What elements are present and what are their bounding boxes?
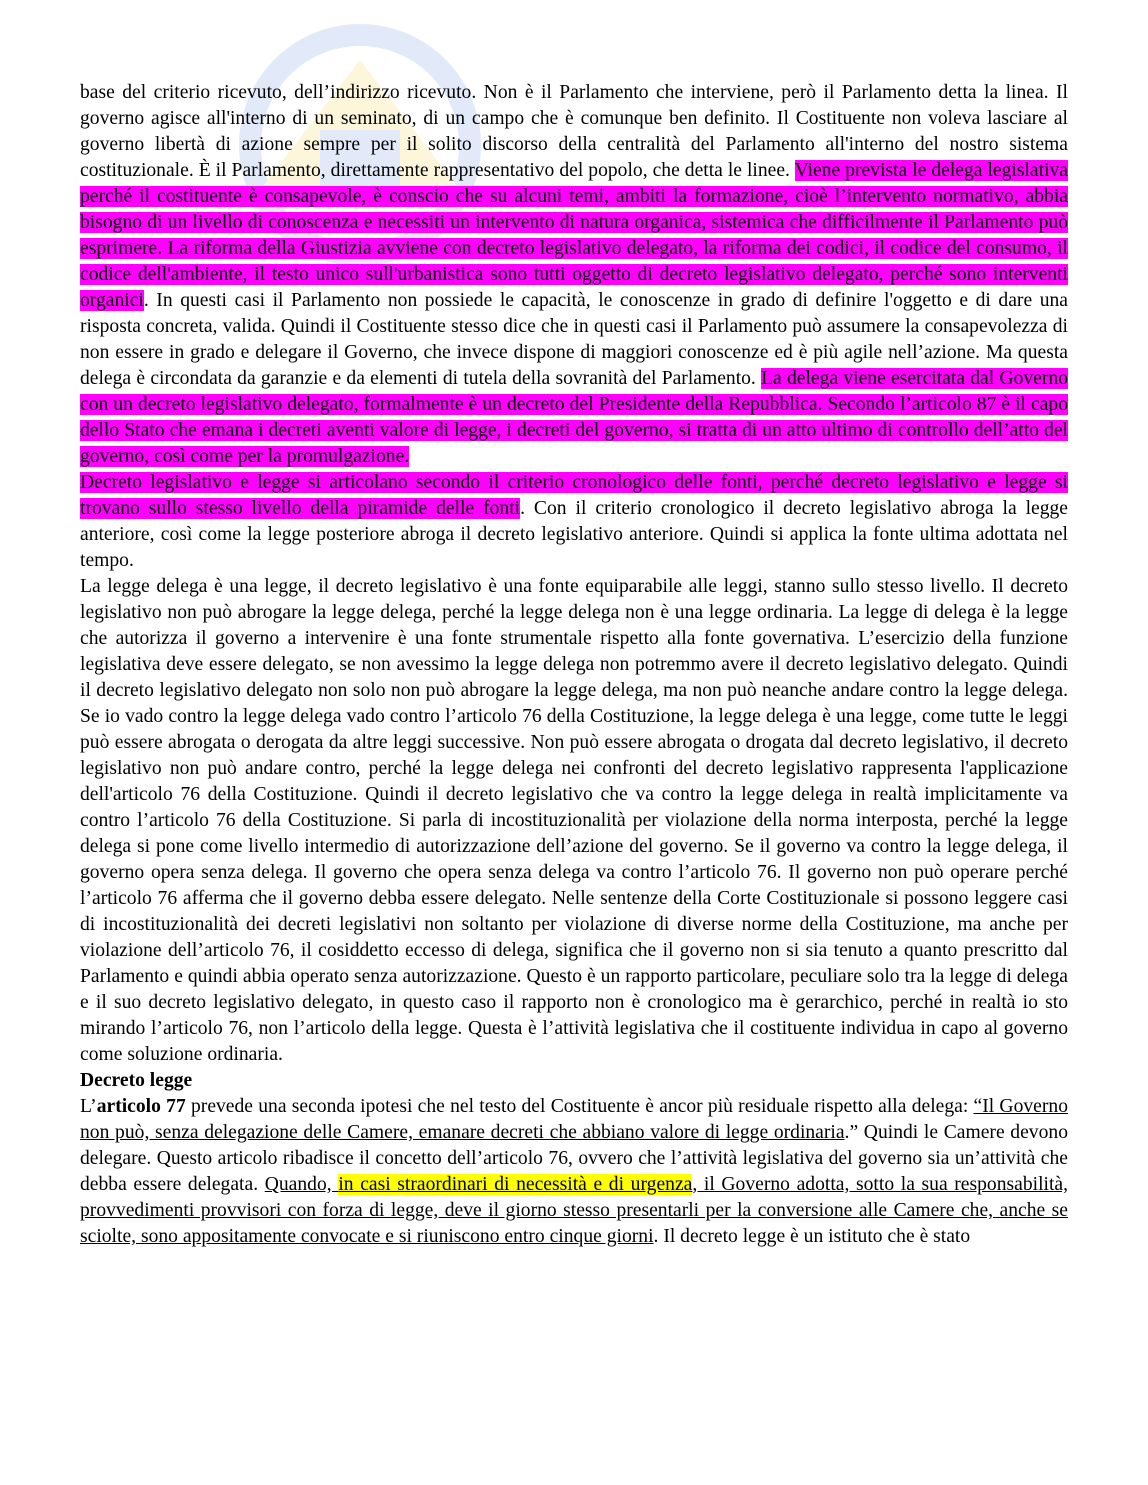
paragraph-4-text-c: .” Quindi le Camere devono delegare. Questo articolo ribadisce il concetto dell’articolo 76, ovvero che l’attività legislativa del governo sia un’attività che debba essere delegata.: [80, 1122, 1068, 1195]
highlight-yellow: in casi straordinari di necessità e di urgenza: [338, 1174, 693, 1195]
paragraph-4-text-a: L’: [80, 1096, 97, 1117]
highlight-magenta-3: Decreto legislativo e legge si articolano secondo il criterio cronologico delle fonti, perché decreto legislativo e legge si trovano sullo stesso livello della piramide delle fonti: [80, 472, 1068, 519]
paragraph-1: [80, 80, 1068, 470]
paragraph-3: La legge delega è una legge, il decreto legislativo è una fonte equiparabile alle leggi, stanno sullo stesso livello. Il decreto legislativo non può abrogare la legge delega, perché la legge delega non è una legge ordinaria. La legge di delega è la legge che autorizza il governo a intervenire è una fonte strumentale rispetto alla fonte governativa. L’esercizio della funzione legislativa deve essere delegato, se non avessimo la legge delega non potremmo avere il decreto legislativo delegato. Quindi il decreto legislativo delegato non solo non può abrogare la legge delega, ma non può neanche andare contro la legge delega. Se io vado contro la legge delega vado contro l’articolo 76 della Costituzione, la legge delega è una legge, come tutte le leggi può essere abrogata o derogata da altre leggi successive. Non può essere abrogata o drogata dal decreto legislativo, il decreto legislativo non può andare contro, perché la legge delega nei confronti del decreto legislativo rappresenta l'applicazione dell'articolo 76 della Costituzione. Quindi il decreto legislativo che va contro la legge delega in realtà implicitamente va contro l’articolo 76 della Costituzione. Si parla di incostituzionalità per violazione della norma interposta, perché la legge delega si pone come livello intermedio di autorizzazione dell’azione del governo. Se il governo va contro la legge delega, il governo opera senza delega. Il governo che opera senza delega va contro l’articolo 76. Il governo non può operare perché l’articolo 76 afferma che il governo debba essere delegato. Nelle sentenze della Corte Costituzionale si possono leggere casi di incostituzionalità dei decreti legislativi non soltanto per violazione di diverse norme della Costituzione, ma anche per violazione dell’articolo 76, il cosiddetto eccesso di delega, significa che il governo non si sia tenuto a quanto prescritto dal Parlamento e quindi abbia operato senza autorizzazione. Questo è un rapporto particolare, peculiare solo tra la legge di delega e il suo decreto legislativo delegato, in questo caso il rapporto non è cronologico ma è gerarchico, perché in realtà io sto mirando l’articolo 76, non l’articolo della legge. Questa è l’attività legislativa che il costituente individua in capo al governo come soluzione ordinaria.: [80, 576, 1068, 1065]
paragraph-1-text-a: base del criterio ricevuto, dell’indirizzo ricevuto. Non è il Parlamento che interviene, però il Parlamento detta la linea. Il governo agisce all'interno di un seminato, di un campo che è comunque ben definito. Il Costituente non voleva lasciare al governo libertà di azione sempre per il solito discorso della centralità del Parlamento all'interno del nostro sistema costituzionale. È il Parlamento, direttamente rappresentativo del popolo, che detta le linee.: [80, 82, 1068, 181]
paragraph-2-text: . Con il criterio cronologico il decreto legislativo abroga la legge anteriore, così come la legge posteriore abroga il decreto legislativo anteriore. Quindi si applica la fonte ultima adottata nel tempo.: [80, 498, 1068, 571]
highlight-magenta-1: Viene prevista le delega legislativa perché il costituente è consapevole, è conscio che su alcuni temi, ambiti la formazione, cioè l’intervento normativo, abbia bisogno di un livello di conoscenza e necessiti un intervento di natura organica, sistemica che difficilmente il Parlamento può esprimere. La riforma della Giustizia avviene con decreto legislativo delegato, la riforma dei codici, il codice del consumo, il codice dell'ambiente, il testo unico sull'urbanistica sono tutti oggetto di decreto legislativo delegato, perché sono interventi organici: [80, 160, 1068, 311]
underlined-quote: “Il Governo non può, senza delegazione delle Camere, emanare decreti che abbiano valore di legge ordinaria: [80, 1096, 1068, 1143]
document-page: [80, 80, 1068, 1250]
paragraph-1-text-b: . In questi casi il Parlamento non possiede le capacità, le conoscenze in grado di definire l'oggetto e di dare una risposta concreta, valida. Quindi il Costituente stesso dice che in questi casi il Parlamento può assumere la consapevolezza di non essere in grado e delegare il Governo, che invece dispone di maggiori conoscenze ed è più agile nell’azione. Ma questa delega è circondata da garanzie e da elementi di tutela della sovranità del Parlamento.: [80, 290, 1068, 389]
paragraph-2: [80, 470, 1068, 574]
highlight-magenta-2: La delega viene esercitata dal Governo con un decreto legislativo delegato, formalmente è un decreto del Presidente della Repubblica. Secondo l’articolo 87 è il capo dello Stato che emana i decreti aventi valore di legge, i decreti del governo, si tratta di un atto ultimo di controllo dell’atto del governo, così come per la promulgazione.: [80, 368, 1068, 467]
paragraph-4-text-b: prevede una seconda ipotesi che nel testo del Costituente è ancor più residuale rispetto alla delega:: [185, 1096, 974, 1117]
underlined-text-2: , il Governo adotta, sotto la sua responsabilità, provvedimenti provvisori con forza di legge, deve il giorno stesso presentarli per la conversione alle Camere che, anche se sciolte, sono appositamente convocate e si riuniscono entro cinque giorni: [80, 1174, 1069, 1247]
paragraph-4-text-d: . Il decreto legge è un istituto che è stato: [653, 1226, 971, 1247]
paragraph-4: [80, 1094, 1068, 1250]
bold-article-ref: articolo 77: [96, 1096, 186, 1117]
section-heading: Decreto legge: [80, 1070, 193, 1091]
underlined-text-1: Quando,: [264, 1174, 339, 1195]
